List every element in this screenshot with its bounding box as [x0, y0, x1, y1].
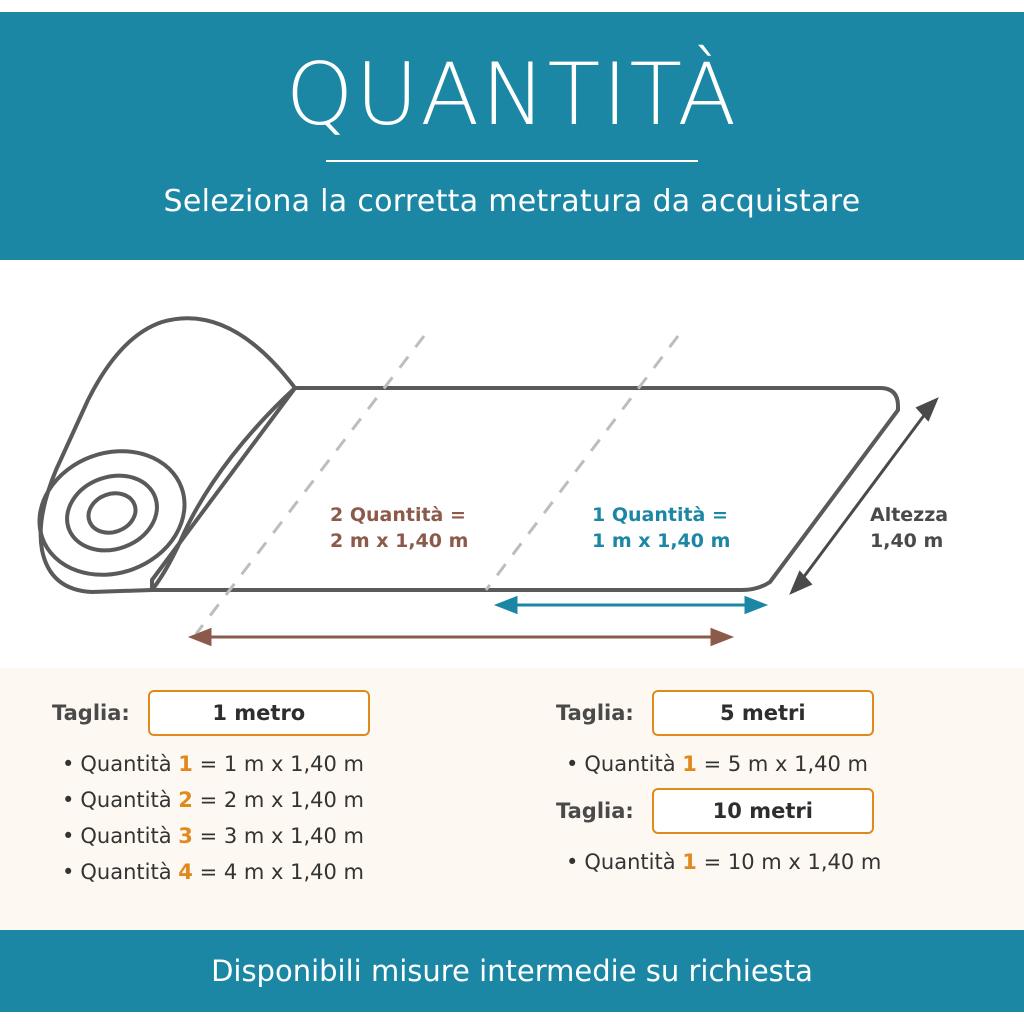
fabric-roll-diagram	[0, 260, 1024, 668]
roll-end-inner	[83, 487, 141, 539]
page-title: QUANTITÀ	[285, 45, 739, 145]
size-label: Taglia:	[556, 701, 634, 725]
item-suffix: = 2 m x 1,40 m	[192, 788, 364, 812]
size-row-5-metri	[556, 690, 996, 736]
quantity-list-1-metro	[52, 752, 522, 884]
item-suffix: = 4 m x 1,40 m	[192, 860, 364, 884]
size-row-1-metro	[52, 690, 522, 736]
item-suffix: = 5 m x 1,40 m	[696, 752, 868, 776]
item-quantity: 2	[178, 788, 193, 812]
size-option-10-metri[interactable]: 10 metri	[652, 788, 874, 834]
sizes-column-right	[556, 690, 996, 886]
item-prefix: Quantità	[80, 788, 179, 812]
label-height-value: 1,40 m	[870, 530, 944, 552]
header-banner	[0, 12, 1024, 260]
list-item	[62, 788, 522, 812]
bullet-dot: •	[62, 752, 75, 776]
bullet-dot: •	[62, 788, 75, 812]
header-divider	[326, 160, 698, 162]
bullet-dot: •	[62, 860, 75, 884]
roll-illustration	[0, 260, 1024, 668]
list-item	[62, 860, 522, 884]
item-quantity: 3	[178, 824, 193, 848]
list-item	[566, 850, 996, 874]
size-row-10-metri	[556, 788, 996, 834]
size-option-1-metro[interactable]: 1 metro	[148, 690, 370, 736]
item-prefix: Quantità	[80, 824, 179, 848]
bullet-dot: •	[62, 824, 75, 848]
footer-text: Disponibili misure intermedie su richiesta	[211, 954, 813, 988]
item-prefix: Quantità	[584, 752, 683, 776]
arrow-one-meter	[498, 598, 764, 612]
item-quantity: 1	[178, 752, 193, 776]
size-label: Taglia:	[52, 701, 130, 725]
label-two-quantity-title: 2 Quantità =	[330, 504, 466, 526]
quantity-list-5-metri	[556, 752, 996, 776]
sizes-panel	[0, 668, 1024, 930]
header-subtitle: Seleziona la corretta metratura da acquistare	[163, 184, 861, 219]
item-quantity: 1	[682, 850, 697, 874]
size-label: Taglia:	[556, 799, 634, 823]
label-two-quantity	[330, 502, 468, 554]
footer-banner	[0, 930, 1024, 1012]
list-item	[62, 752, 522, 776]
item-quantity: 1	[682, 752, 697, 776]
list-item	[62, 824, 522, 848]
label-one-quantity-value: 1 m x 1,40 m	[592, 530, 731, 552]
item-prefix: Quantità	[584, 850, 683, 874]
arrow-two-meters	[192, 630, 730, 644]
item-prefix: Quantità	[80, 860, 179, 884]
label-one-quantity-title: 1 Quantità =	[592, 504, 728, 526]
label-height-title: Altezza	[870, 504, 949, 526]
item-suffix: = 10 m x 1,40 m	[696, 850, 882, 874]
list-item	[566, 752, 996, 776]
size-option-5-metri[interactable]: 5 metri	[652, 690, 874, 736]
arrow-height	[792, 400, 936, 592]
bullet-dot: •	[566, 850, 579, 874]
item-suffix: = 1 m x 1,40 m	[192, 752, 364, 776]
label-two-quantity-value: 2 m x 1,40 m	[330, 530, 469, 552]
label-one-quantity	[592, 502, 730, 554]
sizes-column-left	[52, 690, 522, 896]
label-height	[870, 502, 948, 554]
quantity-list-10-metri	[556, 850, 996, 874]
item-suffix: = 3 m x 1,40 m	[192, 824, 364, 848]
roll-body	[41, 318, 295, 592]
item-prefix: Quantità	[80, 752, 179, 776]
roll-end-mid	[56, 463, 167, 562]
bullet-dot: •	[566, 752, 579, 776]
item-quantity: 4	[178, 860, 193, 884]
